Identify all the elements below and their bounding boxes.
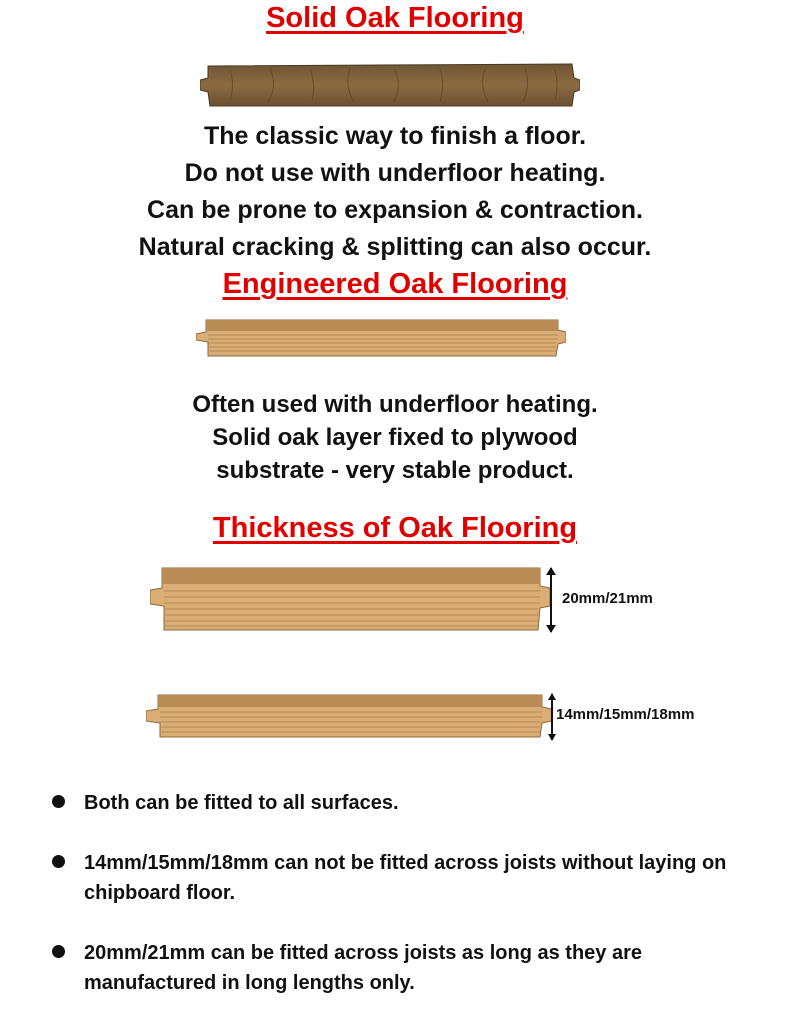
solid-line-3: Can be prone to expansion & contraction. bbox=[147, 196, 643, 224]
bullet-text: Both can be fitted to all surfaces. bbox=[84, 792, 399, 814]
solid-oak-board-image bbox=[200, 60, 580, 110]
solid-line-1: The classic way to finish a floor. bbox=[203, 122, 587, 150]
bullet-dot-icon bbox=[52, 795, 65, 808]
thin-board-image bbox=[146, 693, 552, 739]
thick-board-image bbox=[150, 566, 550, 632]
bullet-item bbox=[52, 788, 772, 818]
solid-oak-heading: Solid Oak Flooring bbox=[266, 2, 524, 34]
bullet-dot-icon bbox=[52, 855, 65, 868]
thick-dimension-arrow-icon bbox=[544, 566, 558, 634]
thick-dimension-label: 20mm/21mm bbox=[562, 590, 653, 607]
engineered-line-2: Solid oak layer fixed to plywood bbox=[212, 424, 578, 451]
solid-line-4: Natural cracking & splitting can also occur. bbox=[138, 233, 652, 261]
engineered-oak-heading: Engineered Oak Flooring bbox=[222, 268, 568, 300]
bullet-list bbox=[52, 788, 772, 998]
solid-oak-description bbox=[0, 118, 790, 266]
bullet-text: 14mm/15mm/18mm can not be fitted across joists without laying on chipboard floor. bbox=[84, 852, 727, 904]
bullet-dot-icon bbox=[52, 945, 65, 958]
thickness-heading: Thickness of Oak Flooring bbox=[212, 512, 578, 544]
engineered-line-3: substrate - very stable product. bbox=[216, 457, 574, 484]
bullet-item bbox=[52, 938, 772, 998]
thin-dimension-label: 14mm/15mm/18mm bbox=[556, 706, 695, 723]
engineered-oak-board-image bbox=[196, 318, 566, 358]
engineered-line-1: Often used with underfloor heating. bbox=[192, 391, 598, 418]
bullet-item bbox=[52, 848, 772, 908]
solid-line-2: Do not use with underfloor heating. bbox=[184, 159, 606, 187]
bullet-text: 20mm/21mm can be fitted across joists as long as they are manufactured in long lengths only. bbox=[84, 942, 643, 994]
engineered-oak-description bbox=[0, 388, 790, 487]
